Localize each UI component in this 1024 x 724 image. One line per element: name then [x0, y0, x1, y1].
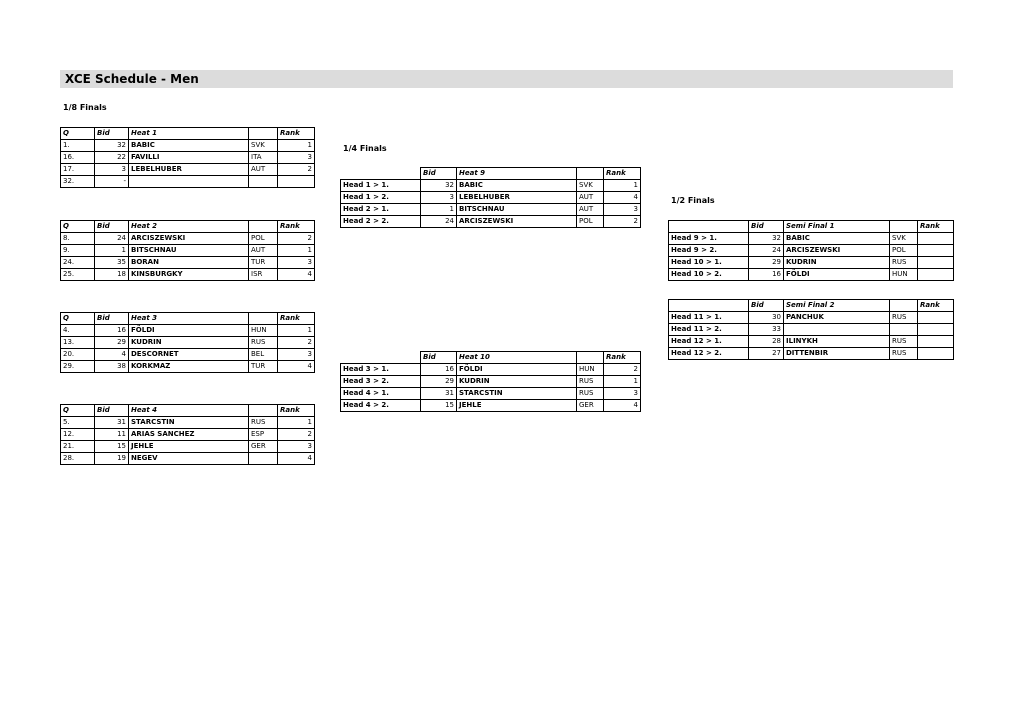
table-header-row — [61, 313, 315, 325]
athlete-cell: DITTENBIR — [784, 348, 890, 360]
table-row — [61, 429, 315, 441]
athlete-cell: STARCSTIN — [129, 417, 249, 429]
rank-header: Rank — [604, 168, 641, 180]
athlete-cell: LEBELHUBER — [129, 164, 249, 176]
table-row — [61, 245, 315, 257]
rank-header: Rank — [604, 352, 641, 364]
athlete-cell: ILINYKH — [784, 336, 890, 348]
q-cell: 4. — [61, 325, 95, 337]
bib-header: Bid — [421, 168, 457, 180]
nat-cell: ISR — [249, 269, 278, 281]
q-cell: Head 4 > 2. — [341, 400, 421, 412]
heat-header: Heat 2 — [129, 221, 249, 233]
nat-header — [249, 405, 278, 417]
nat-cell: TUR — [249, 257, 278, 269]
q-header — [341, 168, 421, 180]
rank-cell: 2 — [278, 233, 315, 245]
table-row — [669, 245, 954, 257]
table-header-row — [669, 221, 954, 233]
table-row — [669, 233, 954, 245]
bib-cell: 24 — [95, 233, 129, 245]
q-header — [341, 352, 421, 364]
bib-cell: 4 — [95, 349, 129, 361]
q-header — [669, 221, 749, 233]
athlete-cell: BABIC — [784, 233, 890, 245]
bib-header: Bid — [421, 352, 457, 364]
athlete-cell: FÖLDI — [457, 364, 577, 376]
heat-header: Heat 1 — [129, 128, 249, 140]
nat-cell: AUT — [249, 245, 278, 257]
bib-cell: 33 — [749, 324, 784, 336]
rank-cell — [918, 233, 954, 245]
heat-header: Heat 10 — [457, 352, 577, 364]
rank-cell: 3 — [278, 257, 315, 269]
nat-cell: POL — [577, 216, 604, 228]
rank-cell — [918, 348, 954, 360]
athlete-cell: FÖLDI — [784, 269, 890, 281]
table-row — [669, 348, 954, 360]
q-cell: Head 9 > 1. — [669, 233, 749, 245]
table-header-row — [61, 221, 315, 233]
nat-cell: RUS — [890, 257, 918, 269]
semi-final-2-table — [668, 299, 954, 360]
rank-cell — [278, 176, 315, 188]
bib-cell: - — [95, 176, 129, 188]
athlete-cell: KINSBURGKY — [129, 269, 249, 281]
q-header: Q — [61, 313, 95, 325]
heat-3-table — [60, 312, 315, 373]
athlete-cell: BITSCHNAU — [129, 245, 249, 257]
table-row — [61, 164, 315, 176]
bib-cell: 1 — [421, 204, 457, 216]
q-header: Q — [61, 128, 95, 140]
table-header-row — [61, 128, 315, 140]
athlete-cell: BABIC — [129, 140, 249, 152]
athlete-cell: JEHLE — [457, 400, 577, 412]
bib-cell: 24 — [421, 216, 457, 228]
athlete-cell: DESCORNET — [129, 349, 249, 361]
bib-cell: 22 — [95, 152, 129, 164]
q-cell: Head 11 > 2. — [669, 324, 749, 336]
bib-cell: 15 — [421, 400, 457, 412]
heat-header: Semi Final 1 — [784, 221, 890, 233]
table-row — [669, 257, 954, 269]
nat-cell: RUS — [577, 388, 604, 400]
q-cell: 32. — [61, 176, 95, 188]
q-cell: Head 2 > 1. — [341, 204, 421, 216]
q-cell: Head 3 > 2. — [341, 376, 421, 388]
athlete-cell: ARCISZEWSKI — [784, 245, 890, 257]
nat-cell: GER — [249, 441, 278, 453]
rank-cell: 1 — [278, 245, 315, 257]
rank-cell: 4 — [278, 453, 315, 465]
table-row — [61, 417, 315, 429]
athlete-cell — [129, 176, 249, 188]
table-row — [669, 269, 954, 281]
athlete-cell: KORKMAZ — [129, 361, 249, 373]
nat-cell: TUR — [249, 361, 278, 373]
bib-cell: 16 — [421, 364, 457, 376]
rank-cell: 1 — [278, 140, 315, 152]
rank-cell: 2 — [278, 164, 315, 176]
rank-cell: 1 — [278, 417, 315, 429]
bib-cell: 1 — [95, 245, 129, 257]
athlete-cell: FÖLDI — [129, 325, 249, 337]
bib-cell: 19 — [95, 453, 129, 465]
athlete-cell: KUDRIN — [457, 376, 577, 388]
athlete-cell: KUDRIN — [129, 337, 249, 349]
nat-cell: AUT — [249, 164, 278, 176]
rank-cell: 3 — [278, 152, 315, 164]
bib-header: Bid — [749, 300, 784, 312]
nat-cell — [249, 453, 278, 465]
q-cell: 16. — [61, 152, 95, 164]
bib-cell: 16 — [749, 269, 784, 281]
section-eighth-finals: 1/8 Finals — [63, 103, 107, 112]
heat-header: Semi Final 2 — [784, 300, 890, 312]
bib-cell: 31 — [95, 417, 129, 429]
bib-header: Bid — [95, 313, 129, 325]
table-row — [669, 336, 954, 348]
nat-cell: AUT — [577, 204, 604, 216]
nat-cell: RUS — [890, 312, 918, 324]
nat-cell: HUN — [249, 325, 278, 337]
table-row — [341, 180, 641, 192]
table-row — [669, 312, 954, 324]
nat-cell: ITA — [249, 152, 278, 164]
nat-cell: RUS — [249, 417, 278, 429]
rank-cell — [918, 336, 954, 348]
table-row — [61, 257, 315, 269]
heat-2-table — [60, 220, 315, 281]
q-cell: 25. — [61, 269, 95, 281]
athlete-cell: LEBELHUBER — [457, 192, 577, 204]
q-cell: Head 1 > 1. — [341, 180, 421, 192]
table-row — [341, 400, 641, 412]
nat-cell: RUS — [890, 336, 918, 348]
q-cell: 28. — [61, 453, 95, 465]
nat-cell — [249, 176, 278, 188]
q-header: Q — [61, 221, 95, 233]
rank-cell: 1 — [604, 180, 641, 192]
rank-header: Rank — [918, 221, 954, 233]
rank-cell — [918, 324, 954, 336]
q-cell: Head 11 > 1. — [669, 312, 749, 324]
page-title: XCE Schedule - Men — [65, 72, 199, 86]
bib-cell: 32 — [749, 233, 784, 245]
q-cell: Head 12 > 1. — [669, 336, 749, 348]
nat-header — [249, 221, 278, 233]
rank-header: Rank — [278, 128, 315, 140]
heat-header: Heat 3 — [129, 313, 249, 325]
table-row — [61, 453, 315, 465]
table-row — [61, 140, 315, 152]
rank-cell: 2 — [278, 429, 315, 441]
rank-header: Rank — [278, 313, 315, 325]
rank-cell: 1 — [604, 376, 641, 388]
nat-cell: RUS — [577, 376, 604, 388]
nat-cell: SVK — [890, 233, 918, 245]
athlete-cell: ARIAS SANCHEZ — [129, 429, 249, 441]
athlete-cell: ARCISZEWSKI — [129, 233, 249, 245]
rank-cell: 3 — [604, 204, 641, 216]
q-cell: 9. — [61, 245, 95, 257]
nat-cell: POL — [890, 245, 918, 257]
bib-cell: 31 — [421, 388, 457, 400]
rank-cell: 4 — [604, 192, 641, 204]
q-cell: Head 4 > 1. — [341, 388, 421, 400]
bib-cell: 29 — [749, 257, 784, 269]
heat-1-table — [60, 127, 315, 188]
nat-header — [890, 300, 918, 312]
q-cell: Head 1 > 2. — [341, 192, 421, 204]
bib-cell: 32 — [421, 180, 457, 192]
table-row — [61, 325, 315, 337]
q-cell: 1. — [61, 140, 95, 152]
table-header-row — [341, 352, 641, 364]
table-row — [61, 176, 315, 188]
rank-header: Rank — [918, 300, 954, 312]
nat-header — [577, 352, 604, 364]
nat-cell — [890, 324, 918, 336]
table-row — [341, 388, 641, 400]
nat-cell: RUS — [890, 348, 918, 360]
table-row — [341, 192, 641, 204]
table-row — [61, 233, 315, 245]
athlete-cell — [784, 324, 890, 336]
table-row — [341, 204, 641, 216]
nat-cell: SVK — [249, 140, 278, 152]
rank-cell — [918, 312, 954, 324]
table-row — [61, 269, 315, 281]
nat-cell: HUN — [577, 364, 604, 376]
bib-cell: 27 — [749, 348, 784, 360]
bib-cell: 28 — [749, 336, 784, 348]
bib-cell: 3 — [95, 164, 129, 176]
section-quarter-finals: 1/4 Finals — [343, 144, 387, 153]
q-cell: 13. — [61, 337, 95, 349]
heat-header: Heat 4 — [129, 405, 249, 417]
table-row — [341, 364, 641, 376]
q-cell: 20. — [61, 349, 95, 361]
bib-header: Bid — [95, 128, 129, 140]
athlete-cell: STARCSTIN — [457, 388, 577, 400]
athlete-cell: KUDRIN — [784, 257, 890, 269]
q-cell: 24. — [61, 257, 95, 269]
bib-header: Bid — [749, 221, 784, 233]
rank-cell: 2 — [604, 364, 641, 376]
athlete-cell: JEHLE — [129, 441, 249, 453]
rank-cell: 3 — [278, 441, 315, 453]
nat-cell: AUT — [577, 192, 604, 204]
bib-cell: 38 — [95, 361, 129, 373]
q-cell: 29. — [61, 361, 95, 373]
q-cell: 12. — [61, 429, 95, 441]
nat-cell: ESP — [249, 429, 278, 441]
q-cell: 17. — [61, 164, 95, 176]
bib-header: Bid — [95, 221, 129, 233]
rank-cell: 3 — [278, 349, 315, 361]
bib-cell: 30 — [749, 312, 784, 324]
table-row — [61, 441, 315, 453]
table-row — [669, 324, 954, 336]
q-cell: 8. — [61, 233, 95, 245]
q-cell: Head 3 > 1. — [341, 364, 421, 376]
athlete-cell: FAVILLI — [129, 152, 249, 164]
bib-cell: 15 — [95, 441, 129, 453]
athlete-cell: BITSCHNAU — [457, 204, 577, 216]
nat-header — [249, 128, 278, 140]
q-cell: Head 2 > 2. — [341, 216, 421, 228]
table-row — [61, 337, 315, 349]
bib-cell: 32 — [95, 140, 129, 152]
q-cell: 21. — [61, 441, 95, 453]
rank-cell: 3 — [604, 388, 641, 400]
rank-cell: 1 — [278, 325, 315, 337]
semi-final-1-table — [668, 220, 954, 281]
rank-cell — [918, 245, 954, 257]
rank-header: Rank — [278, 405, 315, 417]
athlete-cell: ARCISZEWSKI — [457, 216, 577, 228]
heat-10-table — [340, 351, 641, 412]
athlete-cell: PANCHUK — [784, 312, 890, 324]
nat-header — [577, 168, 604, 180]
bib-cell: 3 — [421, 192, 457, 204]
table-header-row — [669, 300, 954, 312]
table-row — [61, 361, 315, 373]
rank-cell — [918, 269, 954, 281]
rank-cell: 2 — [604, 216, 641, 228]
nat-cell: SVK — [577, 180, 604, 192]
table-header-row — [61, 405, 315, 417]
q-cell: Head 10 > 2. — [669, 269, 749, 281]
nat-cell: BEL — [249, 349, 278, 361]
nat-cell: GER — [577, 400, 604, 412]
rank-cell: 4 — [278, 361, 315, 373]
section-semi-finals: 1/2 Finals — [671, 196, 715, 205]
table-row — [341, 376, 641, 388]
athlete-cell: NEGEV — [129, 453, 249, 465]
bib-cell: 35 — [95, 257, 129, 269]
athlete-cell: BABIC — [457, 180, 577, 192]
heat-9-table — [340, 167, 641, 228]
table-row — [61, 349, 315, 361]
heat-4-table — [60, 404, 315, 465]
bib-header: Bid — [95, 405, 129, 417]
table-row — [61, 152, 315, 164]
q-cell: Head 10 > 1. — [669, 257, 749, 269]
nat-header — [249, 313, 278, 325]
bib-cell: 29 — [421, 376, 457, 388]
bib-cell: 18 — [95, 269, 129, 281]
q-cell: 5. — [61, 417, 95, 429]
q-cell: Head 9 > 2. — [669, 245, 749, 257]
athlete-cell: BORAN — [129, 257, 249, 269]
bib-cell: 16 — [95, 325, 129, 337]
nat-header — [890, 221, 918, 233]
table-row — [341, 216, 641, 228]
rank-cell: 4 — [278, 269, 315, 281]
bib-cell: 24 — [749, 245, 784, 257]
q-cell: Head 12 > 2. — [669, 348, 749, 360]
table-header-row — [341, 168, 641, 180]
bib-cell: 29 — [95, 337, 129, 349]
rank-cell: 2 — [278, 337, 315, 349]
rank-cell — [918, 257, 954, 269]
heat-header: Heat 9 — [457, 168, 577, 180]
q-header — [669, 300, 749, 312]
q-header: Q — [61, 405, 95, 417]
bib-cell: 11 — [95, 429, 129, 441]
nat-cell: HUN — [890, 269, 918, 281]
nat-cell: RUS — [249, 337, 278, 349]
nat-cell: POL — [249, 233, 278, 245]
rank-cell: 4 — [604, 400, 641, 412]
rank-header: Rank — [278, 221, 315, 233]
